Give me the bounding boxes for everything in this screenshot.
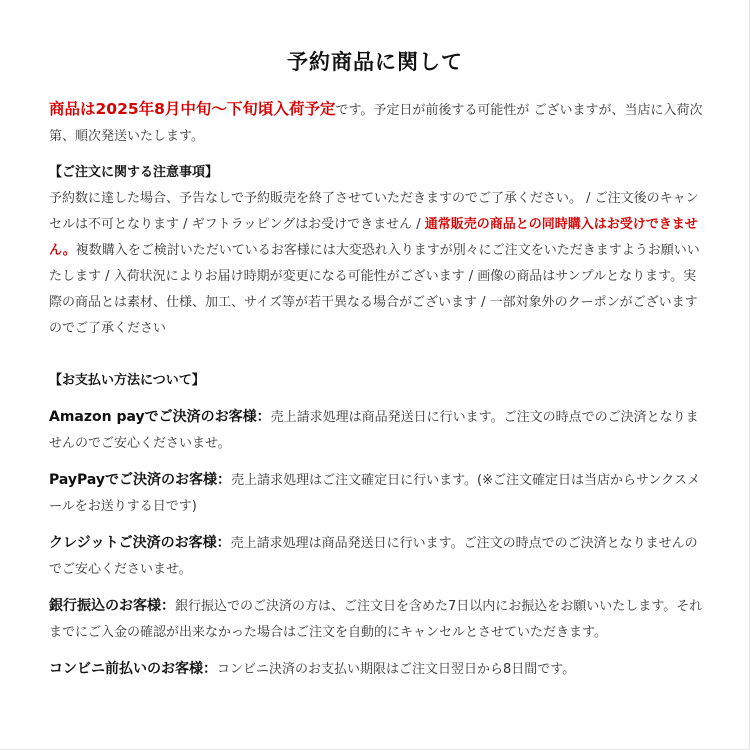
order-notes-text-1: 予約数に達した場合、予告なしで予約販売を終了させていただきますのでご了承ください。 / ご注文後のキャンセルは不可となります / ギフトラッピングはお受けできません / — [49, 191, 699, 232]
page-title: 予約商品に関して — [287, 50, 463, 74]
order-notes-heading: 【ご注文に関する注意事項】 — [49, 165, 219, 180]
payment-item-paypay — [49, 467, 705, 520]
payment-item-label: クレジットご決済のお客様： — [49, 535, 231, 551]
payment-item-label: 銀行振込のお客様： — [49, 598, 175, 614]
payment-item-text: 売上請求処理は商品発送日に行います。ご注文の時点でのご決済となりませんのでご安心くださいませ。 — [49, 410, 699, 451]
payment-item-text: 売上請求処理は商品発送日に行います。ご注文の時点でのご決済となりませんのでご安心くださいませ。 — [49, 536, 698, 577]
arrival-notice — [49, 96, 705, 150]
payment-item-amazon-pay — [49, 404, 705, 457]
order-notes-text-2: 複数購入をご検討いただいているお客様には大変恐れ入りますが別々にご注文をいただきますようお願いいたします / 入荷状況によりお届け時期が変更になる可能性がございます / 画像の商品はサンプルとなります。実際の商品とは素材、仕様、加工、サイズ等が若干異なる場合がございます / 一部対象外のクーポンがございますのでご了承ください — [49, 243, 700, 336]
payment-item-label: PayPayでご決済のお客様： — [49, 472, 232, 488]
payment-item-label: コンビニ前払いのお客様： — [49, 661, 217, 677]
payment-item-text: 銀行振込でのご決済の方は、ご注文日を含めた7日以内にお振込をお願いいたします。それまでにご入金の確認が出来なかった場合はご注文を自動的にキャンセルとさせていただきます。 — [49, 599, 703, 640]
payment-item-text: コンビニ決済のお支払い期限はご注文日翌日から8日間です。 — [217, 662, 576, 677]
order-notes-body — [49, 186, 705, 342]
payment-heading: 【お支払い方法について】 — [49, 373, 205, 388]
arrival-date-highlight: 商品は2025年8月中旬〜下旬頃入荷予定 — [49, 100, 336, 118]
order-notes-warning: 通常販売の商品との同時購入はお受けできません。 — [49, 217, 698, 258]
arrival-notice-text: です。予定日が前後する可能性が ございますが、当店に入荷次第、順次発送いたします。 — [49, 103, 703, 144]
payment-item-convenience-store — [49, 656, 705, 683]
payment-item-bank-transfer — [49, 593, 705, 646]
payment-item-label: Amazon payでご決済のお客様： — [49, 409, 271, 425]
payment-item-credit — [49, 530, 705, 583]
payment-item-text: 売上請求処理はご注文確定日に行います。(※ご注文確定日は当店からサンクスメールをお送りする日です) — [49, 473, 700, 514]
content-body — [49, 96, 705, 683]
